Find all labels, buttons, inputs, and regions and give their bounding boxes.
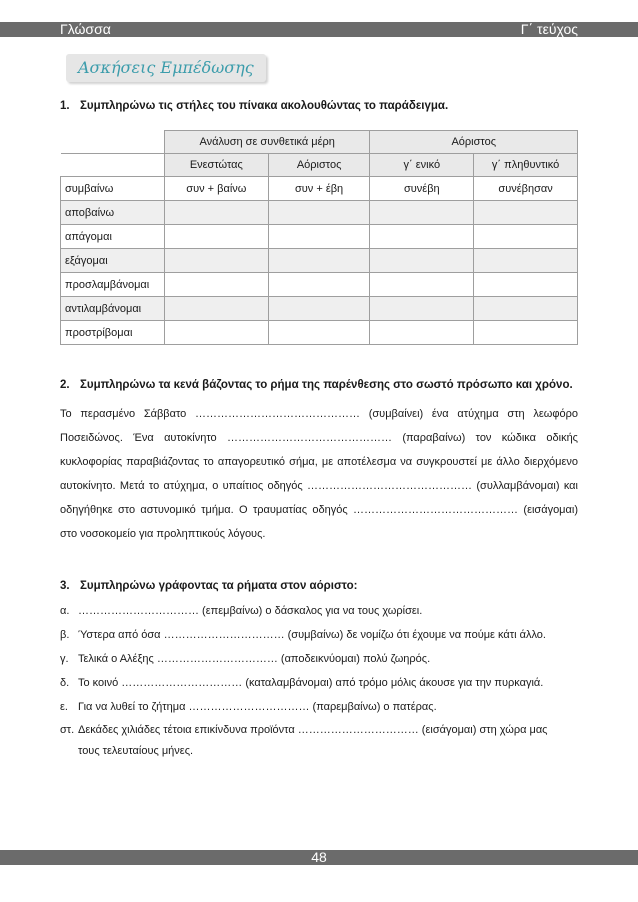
item-text: …………………………… (επεμβαίνω) ο δάσκαλος για να τους χωρίσει.	[78, 605, 423, 617]
item-marker: στ.	[60, 724, 75, 736]
exercise-2-number: 2.	[60, 379, 70, 391]
table-corner	[61, 131, 165, 154]
exercise-1-title: Συμπληρώνω τις στήλες του πίνακα ακολουθώντας το παράδειγμα.	[80, 100, 449, 112]
item-text: Για να λυθεί το ζήτημα …………………………… (παρεμβαίνω) ο πατέρας.	[78, 701, 437, 713]
table-cell-blank[interactable]	[370, 201, 474, 225]
exercise-3-number: 3.	[60, 580, 70, 592]
table-cell: συν + έβη	[268, 177, 370, 201]
exercise-3-heading	[60, 580, 357, 592]
table-cell-blank[interactable]	[370, 249, 474, 273]
page-number: 48	[311, 849, 327, 865]
table-cell-blank[interactable]	[268, 321, 370, 345]
table-cell: συνέβη	[370, 177, 474, 201]
item-marker: β.	[60, 629, 70, 641]
exercise-2-paragraph: Το περασμένο Σάββατο ……………………………………… (συμβαίνει) ένα ατύχημα στη λεωφόρο Ποσειδώνος. Ένα αυτοκίνητο ……………………………………… (παραβαίνω) τον κώδικα οδικής κυκλοφορίας παραβιάζοντας το απαγορευτικό σήμα, με αποτέλεσμα να συγκρουστεί με άλλο διερχόμενο αυτοκίνητο. Μετά το ατύχημα, ο υπαίτιος οδηγός ……………………………………… (συλλαμβάνομαι) και οδηγήθηκε στο αστυνομικό τμήμα. Ο τραυματίας οδηγός ……………………………………… (εισάγομαι) στο νοσοκομείο για προληπτικούς λόγους.	[60, 408, 578, 540]
item-text: Το κοινό …………………………… (καταλαμβάνομαι) από τρόμο μόλις άκουσε για την πυρκαγιά.	[78, 677, 544, 689]
table-cell-blank[interactable]	[474, 297, 578, 321]
table-cell-blank[interactable]	[474, 249, 578, 273]
exercise-3-item	[60, 603, 580, 619]
exercise-3-item	[60, 722, 580, 738]
table-cell-blank[interactable]	[164, 321, 268, 345]
exercise-3-item	[60, 699, 580, 715]
table-cell-blank[interactable]	[370, 273, 474, 297]
exercise-3-item	[60, 627, 580, 643]
exercise-3-title: Συμπληρώνω γράφοντας τα ρήματα στον αόριστο:	[80, 580, 358, 592]
exercise-3-item	[60, 651, 580, 667]
table-cell-verb: συμβαίνω	[61, 177, 165, 201]
table-cell-verb: αντιλαμβάνομαι	[61, 297, 165, 321]
table-cell-blank[interactable]	[164, 297, 268, 321]
table-cell-verb: προσλαμβάνομαι	[61, 273, 165, 297]
header-volume: Γ΄ τεύχος	[520, 21, 578, 37]
table-cell-blank[interactable]	[164, 273, 268, 297]
table-cell-blank[interactable]	[164, 225, 268, 249]
exercise-2-title: Συμπληρώνω τα κενά βάζοντας το ρήμα της παρένθεσης στο σωστό πρόσωπο και χρόνο.	[80, 379, 573, 391]
table-cell-blank[interactable]	[474, 273, 578, 297]
table-cell-verb: απάγομαι	[61, 225, 165, 249]
table-cell-blank[interactable]	[474, 201, 578, 225]
table-cell-verb: εξάγομαι	[61, 249, 165, 273]
table-cell-verb: προστρίβομαι	[61, 321, 165, 345]
table-row	[61, 321, 578, 345]
table-cell-blank[interactable]	[268, 225, 370, 249]
exercise-2-heading	[60, 379, 573, 391]
item-text: Τελικά ο Αλέξης …………………………… (αποδεικνύομαι) πολύ ζωηρός.	[78, 653, 431, 665]
table-cell-verb: αποβαίνω	[61, 201, 165, 225]
header-subject: Γλώσσα	[60, 21, 111, 37]
table-row	[61, 225, 578, 249]
table-subheader: Αόριστος	[268, 154, 370, 177]
table-cell-blank[interactable]	[474, 321, 578, 345]
table-row	[61, 177, 578, 201]
table-row	[61, 273, 578, 297]
table-cell-blank[interactable]	[370, 321, 474, 345]
table-cell: συν + βαίνω	[164, 177, 268, 201]
table-cell-blank[interactable]	[370, 297, 474, 321]
verb-table	[60, 130, 578, 345]
table-subheader: γ΄ πληθυντικό	[474, 154, 578, 177]
item-marker: α.	[60, 605, 70, 617]
item-marker: ε.	[60, 701, 68, 713]
header-bar	[0, 22, 638, 37]
item-text: Ύστερα από όσα …………………………… (συμβαίνω) δε νομίζω ότι έχουμε να πούμε κάτι άλλο.	[78, 629, 546, 641]
table-group-header: Ανάλυση σε συνθετικά μέρη	[164, 131, 370, 154]
table-subheader: Ενεστώτας	[164, 154, 268, 177]
footer-bar	[0, 850, 638, 865]
table-subheader: γ΄ ενικό	[370, 154, 474, 177]
table-row	[61, 297, 578, 321]
table-header-row	[61, 131, 578, 154]
table-subheader-row	[61, 154, 578, 177]
table-cell-blank[interactable]	[268, 249, 370, 273]
table-row	[61, 201, 578, 225]
table-cell-blank[interactable]	[268, 297, 370, 321]
section-title: Ασκήσεις Εμπέδωσης	[78, 58, 254, 77]
table-cell-blank[interactable]	[164, 249, 268, 273]
exercise-3-item	[60, 675, 580, 691]
table-cell-blank[interactable]	[370, 225, 474, 249]
exercise-1-number: 1.	[60, 100, 70, 112]
table-cell: συνέβησαν	[474, 177, 578, 201]
table-cell-blank[interactable]	[268, 201, 370, 225]
item-text: Δεκάδες χιλιάδες τέτοια επικίνδυνα προϊόντα …………………………… (εισάγομαι) στη χώρα μας	[78, 724, 548, 736]
table-row	[61, 249, 578, 273]
item-marker: δ.	[60, 677, 70, 689]
table-cell-blank[interactable]	[474, 225, 578, 249]
exercise-3-item-continuation: τους τελευταίους μήνες.	[78, 745, 194, 757]
section-title-tag	[66, 54, 266, 82]
table-cell-blank[interactable]	[164, 201, 268, 225]
table-corner	[61, 154, 165, 177]
table-group-header: Αόριστος	[370, 131, 578, 154]
exercise-1-heading	[60, 100, 448, 112]
item-marker: γ.	[60, 653, 69, 665]
table-cell-blank[interactable]	[268, 273, 370, 297]
